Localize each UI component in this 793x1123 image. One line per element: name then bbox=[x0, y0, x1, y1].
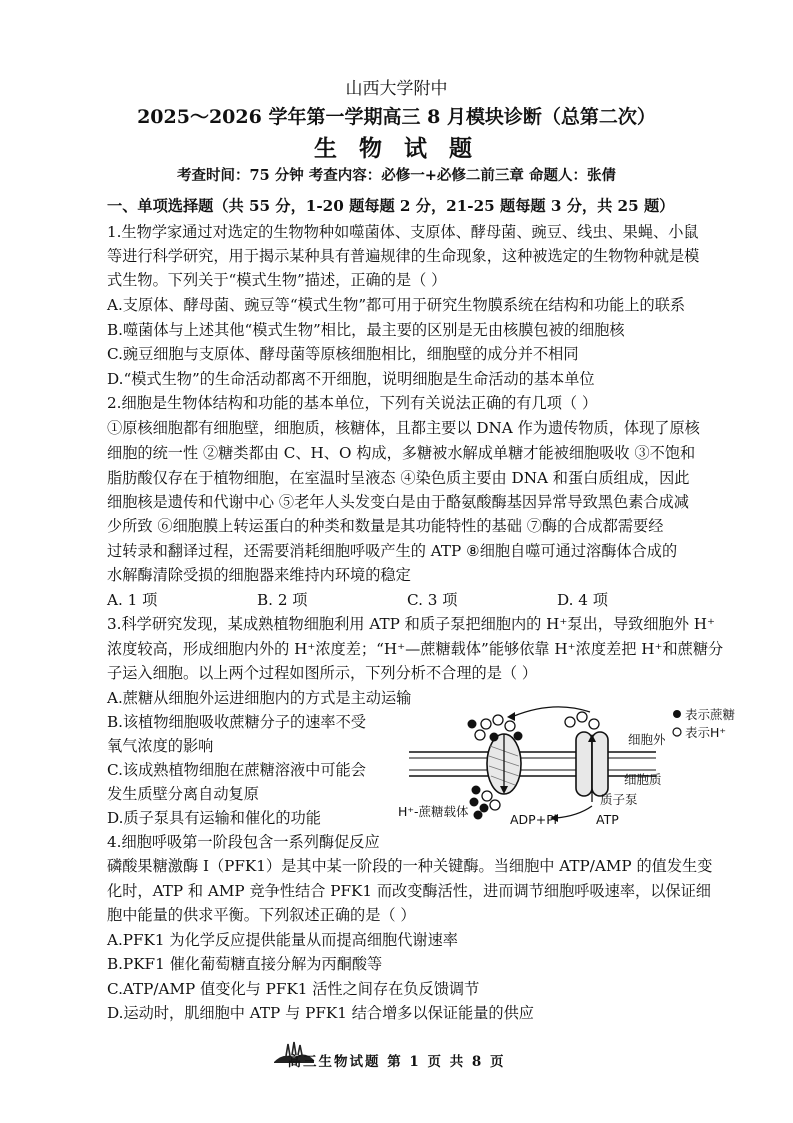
exam-title: 2025～2026 学年第一学期高三 8 月模块诊断（总第二次） bbox=[137, 106, 656, 128]
q3-stem-line: 子运入细胞。以上两个过程如图所示，下列分析不合理的是（ ） bbox=[107, 664, 538, 682]
q1-stem-line: 式生物。下列关于“模式生物”描述，正确的是（ ） bbox=[107, 271, 447, 289]
q3-option-c: C.该成熟植物细胞在蔗糖溶液中可能会 bbox=[107, 761, 366, 779]
q1-option-a: A.支原体、酵母菌、豌豆等“模式生物”都可用于研究生物膜系统在结构和功能上的联系 bbox=[107, 296, 686, 314]
subject-title: 生 物 试 题 bbox=[313, 135, 480, 162]
q3-option-b-cont: 氧气浓度的影响 bbox=[107, 737, 214, 755]
label-adp-pi: ADP+Pi bbox=[510, 812, 557, 827]
q4-stem-line: 胞中能量的供求平衡。下列叙述正确的是（ ） bbox=[107, 906, 416, 924]
q1-option-b: B.噬菌体与上述其他“模式生物”相比，最主要的区别是无由核膜包被的细胞核 bbox=[107, 321, 625, 339]
q2-stem-line: 水解酶清除受损的细胞器来维持内环境的稳定 bbox=[107, 566, 411, 584]
q4-option-d: D.运动时，肌细胞中 ATP 与 PFK1 结合增多以保证能量的供应 bbox=[107, 1004, 534, 1022]
q3-option-c-cont: 发生质壁分离自动复原 bbox=[107, 785, 259, 803]
q2-stem-line: 少所致 ⑥细胞膜上转运蛋白的种类和数量是其功能特性的基础 ⑦酶的合成都需要经 bbox=[107, 517, 664, 535]
legend-sucrose: 表示蔗糖 bbox=[685, 707, 736, 722]
exam-info: 考查时间：75 分钟 考查内容：必修一+必修二前三章 命题人：张倩 bbox=[177, 167, 616, 184]
label-cytoplasm: 细胞质 bbox=[624, 772, 662, 787]
q3-option-d: D.质子泵具有运输和催化的功能 bbox=[107, 809, 321, 827]
label-atp: ATP bbox=[596, 812, 619, 827]
cell-membrane bbox=[409, 752, 656, 776]
page-footer: 高三生物试题 第 1 页 共 8 页 bbox=[287, 1054, 506, 1070]
q2-stem-line: 细胞核是遗传和代谢中心 ⑤老年人头发变白是由于酪氨酸酶基因异常导致黑色素合成减 bbox=[107, 493, 689, 511]
q2-options bbox=[107, 590, 707, 610]
membrane-transport-diagram bbox=[394, 704, 774, 834]
q3-stem-line: 3.科学研究发现，某成熟植物细胞利用 ATP 和质子泵把细胞内的 H⁺泵出，导致细胞外 H⁺ bbox=[107, 615, 715, 633]
q2-stem-line: ①原核细胞都有细胞壁，细胞质，核糖体，且都主要以 DNA 作为遗传物质，体现了原核 bbox=[107, 419, 700, 437]
label-cell-outside: 细胞外 bbox=[628, 732, 666, 747]
q3-option-a: A.蔗糖从细胞外运进细胞内的方式是主动运输 bbox=[107, 689, 412, 707]
q2-stem-line: 细胞的统一性 ②糖类都由 C、H、O 构成，多糖被水解成单糖才能被细胞吸收 ③不饱和 bbox=[107, 444, 696, 462]
q2-stem-line: 过转录和翻译过程，还需要消耗细胞呼吸产生的 ATP ⑧细胞自噬可通过溶酶体合成的 bbox=[107, 542, 678, 560]
q1-stem-line: 1.生物学家通过对选定的生物物种如噬菌体、支原体、酵母菌、豌豆、线虫、果蝇、小鼠 bbox=[107, 223, 699, 241]
q4-option-a: A.PFK1 为化学反应提供能量从而提高细胞代谢速率 bbox=[107, 931, 458, 949]
school-name: 山西大学附中 bbox=[345, 79, 448, 99]
diagram-legend bbox=[673, 707, 736, 740]
q2-option-c: C. 3 项 bbox=[407, 591, 458, 609]
q1-option-d: D.“模式生物”的生命活动都离不开细胞，说明细胞是生命活动的基本单位 bbox=[107, 370, 595, 388]
q2-option-a: A. 1 项 bbox=[107, 591, 158, 609]
q2-stem-line: 脂肪酸仅存在于植物细胞，在室温时呈液态 ④染色质主要由 DNA 和蛋白质组成，因此 bbox=[107, 469, 690, 487]
q4-stem-line: 化时，ATP 和 AMP 竞争性结合 PFK1 而改变酶活性，进而调节细胞呼吸速率，以保证细 bbox=[107, 882, 711, 900]
q1-stem-line: 等进行科学研究，用于揭示某种具有普遍规律的生命现象，这种被选定的生物物种就是模 bbox=[107, 247, 700, 265]
q4-stem-line: 磷酸果糖激酶 I（PFK1）是其中某一阶段的一种关键酶。当细胞中 ATP/AMP 的值发生变 bbox=[107, 857, 713, 875]
label-proton-pump: 质子泵 bbox=[600, 792, 638, 807]
section-heading: 一、单项选择题（共 55 分，1-20 题每题 2 分，21-25 题每题 3 分，共 25 题） bbox=[107, 197, 675, 215]
q2-option-d: D. 4 项 bbox=[557, 591, 608, 609]
q2-stem-line: 2.细胞是生物体结构和功能的基本单位，下列有关说法正确的有几项（ ） bbox=[107, 394, 598, 412]
q4-stem-line: 4.细胞呼吸第一阶段包含一系列酶促反应 bbox=[107, 833, 380, 851]
q3-stem-line: 浓度较高，形成细胞内外的 H⁺浓度差；“H⁺—蔗糖载体”能够依靠 H⁺浓度差把 H⁺和蔗糖分 bbox=[107, 640, 724, 658]
q4-option-b: B.PKF1 催化葡萄糖直接分解为丙酮酸等 bbox=[107, 955, 383, 973]
q4-option-c: C.ATP/AMP 值变化与 PFK1 活性之间存在负反馈调节 bbox=[107, 980, 480, 998]
q1-option-c: C.豌豆细胞与支原体、酵母菌等原核细胞相比，细胞壁的成分并不相同 bbox=[107, 345, 579, 363]
legend-h-ion: 表示H⁺ bbox=[685, 725, 726, 740]
label-h-sucrose-carrier: H⁺-蔗糖载体 bbox=[398, 804, 469, 819]
q3-option-b: B.该植物细胞吸收蔗糖分子的速率不受 bbox=[107, 713, 366, 731]
q2-option-b: B. 2 项 bbox=[257, 591, 308, 609]
